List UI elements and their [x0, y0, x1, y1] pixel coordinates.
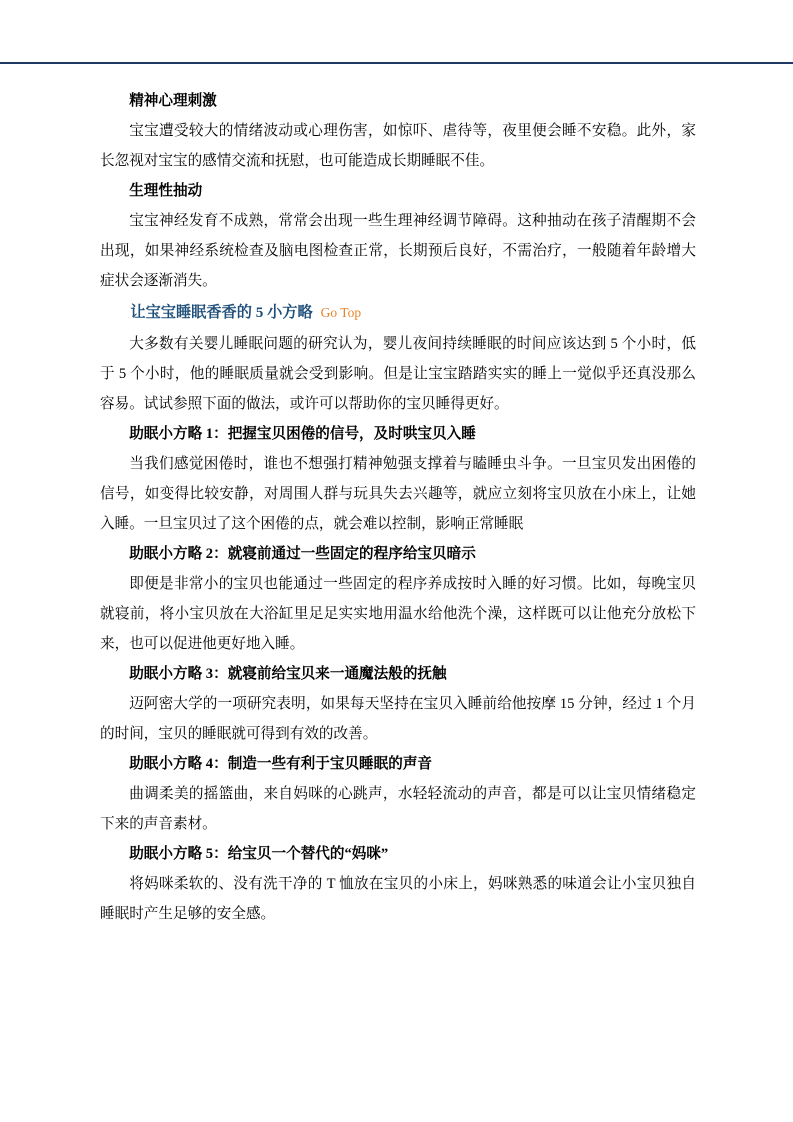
subheading-strategy-2: 助眠小方略 2：就寝前通过一些固定的程序给宝贝暗示: [129, 546, 476, 562]
paragraph-strategy-2: 即便是非常小的宝贝也能通过一些固定的程序养成按时入睡的好习惯。比如，每晚宝贝就寝前，将小宝贝放在大浴缸里足足实实地用温水给他洗个澡，这样既可以让他充分放松下来，也可以促进他更好地入睡。: [100, 576, 696, 652]
document-body: [100, 86, 696, 929]
paragraph-physiological-twitch: 宝宝神经发育不成熟，常常会出现一些生理神经调节障碍。这种抽动在孩子清醒期不会出现，如果神经系统检查及脑电图检查正常，长期预后良好，不需治疗，一般随着年龄增大症状会逐渐消失。: [100, 213, 696, 289]
paragraph-strategy-4: 曲调柔美的摇篮曲，来自妈咪的心跳声，水轻轻流动的声音，都是可以让宝贝情绪稳定下来的声音素材。: [100, 786, 696, 832]
paragraph-strategy-5: 将妈咪柔软的、没有洗干净的 T 恤放在宝贝的小床上，妈咪熟悉的味道会让小宝贝独自睡眠时产生足够的安全感。: [100, 876, 696, 922]
go-top-link[interactable]: Go Top: [320, 305, 362, 320]
section-heading-text: 让宝宝睡眠香香的 5 小方略: [130, 304, 313, 321]
subheading-strategy-1: 助眠小方略 1：把握宝贝困倦的信号，及时哄宝贝入睡: [129, 426, 476, 442]
subheading-strategy-5: 助眠小方略 5：给宝贝一个替代的“妈咪”: [129, 846, 389, 862]
paragraph-strategy-1: 当我们感觉困倦时，谁也不想强打精神勉强支撑着与瞌睡虫斗争。一旦宝贝发出困倦的信号，如变得比较安静，对周围人群与玩具失去兴趣等，就应立刻将宝贝放在小床上，让她入睡。一旦宝贝过了这个困倦的点，就会难以控制，影响正常睡眠: [100, 456, 696, 532]
paragraph-research-intro: 大多数有关婴儿睡眠问题的研究认为，婴儿夜间持续睡眠的时间应该达到 5 个小时，低于 5 个小时，他的睡眠质量就会受到影响。但是让宝宝踏踏实实的睡上一觉似乎还真没那么容易。试试参照下面的做法，或许可以帮助你的宝贝睡得更好。: [100, 336, 696, 412]
subheading-mental-stimulation: 精神心理刺激: [129, 93, 217, 109]
header-rule: [0, 62, 793, 64]
section-heading-five-strategies: [100, 296, 696, 329]
paragraph-mental-stimulation: 宝宝遭受较大的情绪波动或心理伤害，如惊吓、虐待等，夜里便会睡不安稳。此外，家长忽视对宝宝的感情交流和抚慰，也可能造成长期睡眠不佳。: [100, 123, 696, 169]
subheading-strategy-4: 助眠小方略 4：制造一些有利于宝贝睡眠的声音: [129, 756, 433, 772]
paragraph-strategy-3: 迈阿密大学的一项研究表明，如果每天坚持在宝贝入睡前给他按摩 15 分钟，经过 1 个月的时间，宝贝的睡眠就可得到有效的改善。: [100, 696, 696, 742]
subheading-physiological-twitch: 生理性抽动: [129, 183, 203, 199]
subheading-strategy-3: 助眠小方略 3：就寝前给宝贝来一通魔法般的抚触: [129, 666, 447, 682]
